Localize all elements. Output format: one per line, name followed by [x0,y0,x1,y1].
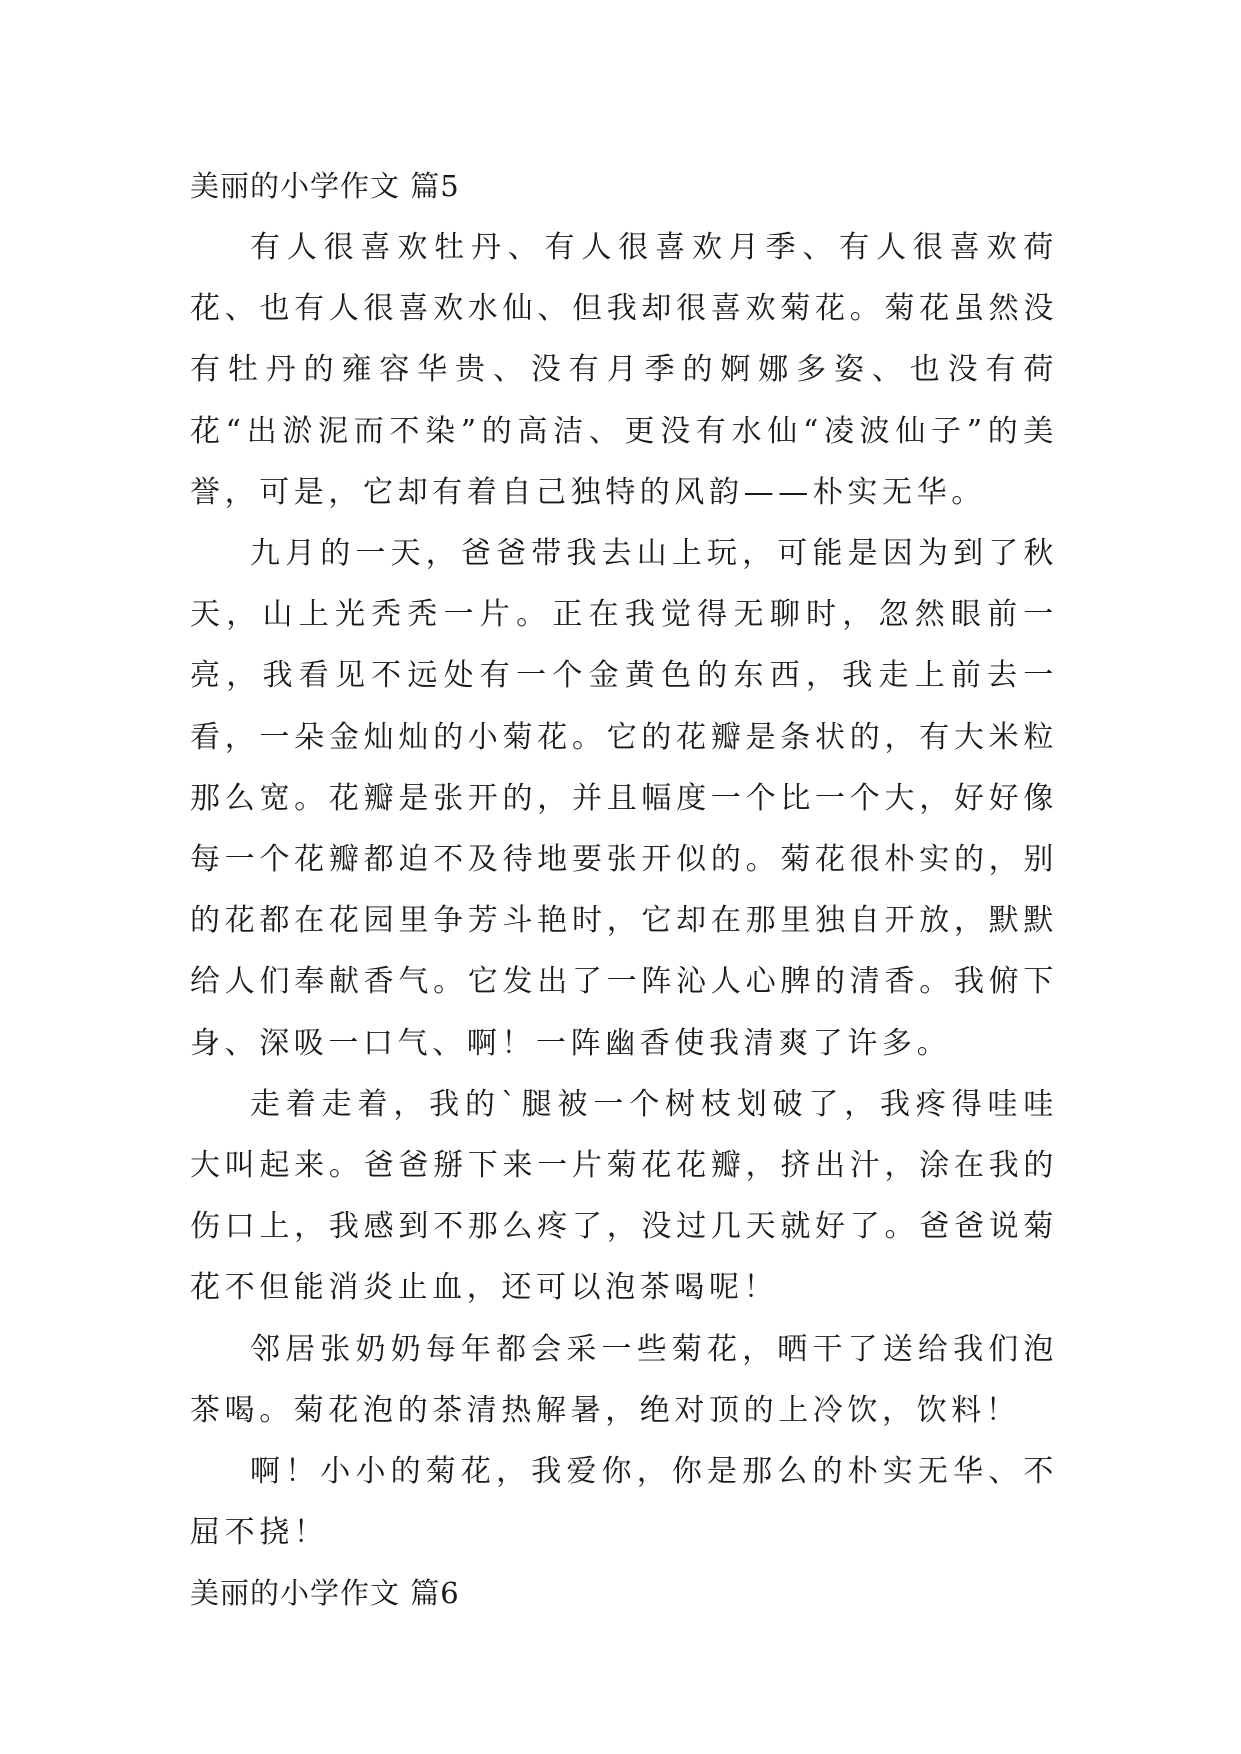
paragraph: 有人很喜欢牡丹、有人很喜欢月季、有人很喜欢荷花、也有人很喜欢水仙、但我却很喜欢菊花。菊花虽然没有牡丹的雍容华贵、没有月季的婀娜多姿、也没有荷花“出淤泥而不染”的高洁、更没有水仙“凌波仙子”的美誉，可是，它却有着自己独特的风韵——朴实无华。 [190,230,1058,510]
paragraph: 邻居张奶奶每年都会采一些菊花，晒干了送给我们泡茶喝。菊花泡的茶清热解暑，绝对顶的上冷饮，饮料！ [190,1331,1058,1428]
document-body [190,156,1090,1624]
paragraph: 走着走着，我的`腿被一个树枝划破了，我疼得哇哇大叫起来。爸爸掰下来一片菊花花瓣，挤出汁，涂在我的伤口上，我感到不那么疼了，没过几天就好了。爸爸说菊花不但能消炎止血，还可以泡茶喝呢！ [190,1086,1058,1306]
essay-title: 美丽的小学作文 篇6 [190,1576,460,1611]
essay-title: 美丽的小学作文 篇5 [190,169,460,203]
paragraph: 啊！小小的菊花，我爱你，你是那么的朴实无华、不屈不挠！ [190,1454,1058,1551]
paragraph: 九月的一天，爸爸带我去山上玩，可能是因为到了秋天，山上光秃秃一片。正在我觉得无聊时，忽然眼前一亮，我看见不远处有一个金黄色的东西，我走上前去一看，一朵金灿灿的小菊花。它的花瓣是条状的，有大米粒那么宽。花瓣是张开的，并且幅度一个比一个大，好好像每一个花瓣都迫不及待地要张开似的。菊花很朴实的，别的花都在花园里争芳斗艳时，它却在那里独自开放，默默给人们奉献香气。它发出了一阵沁人心脾的清香。我俯下身、深吸一口气、啊！一阵幽香使我清爽了许多。 [190,536,1058,1061]
